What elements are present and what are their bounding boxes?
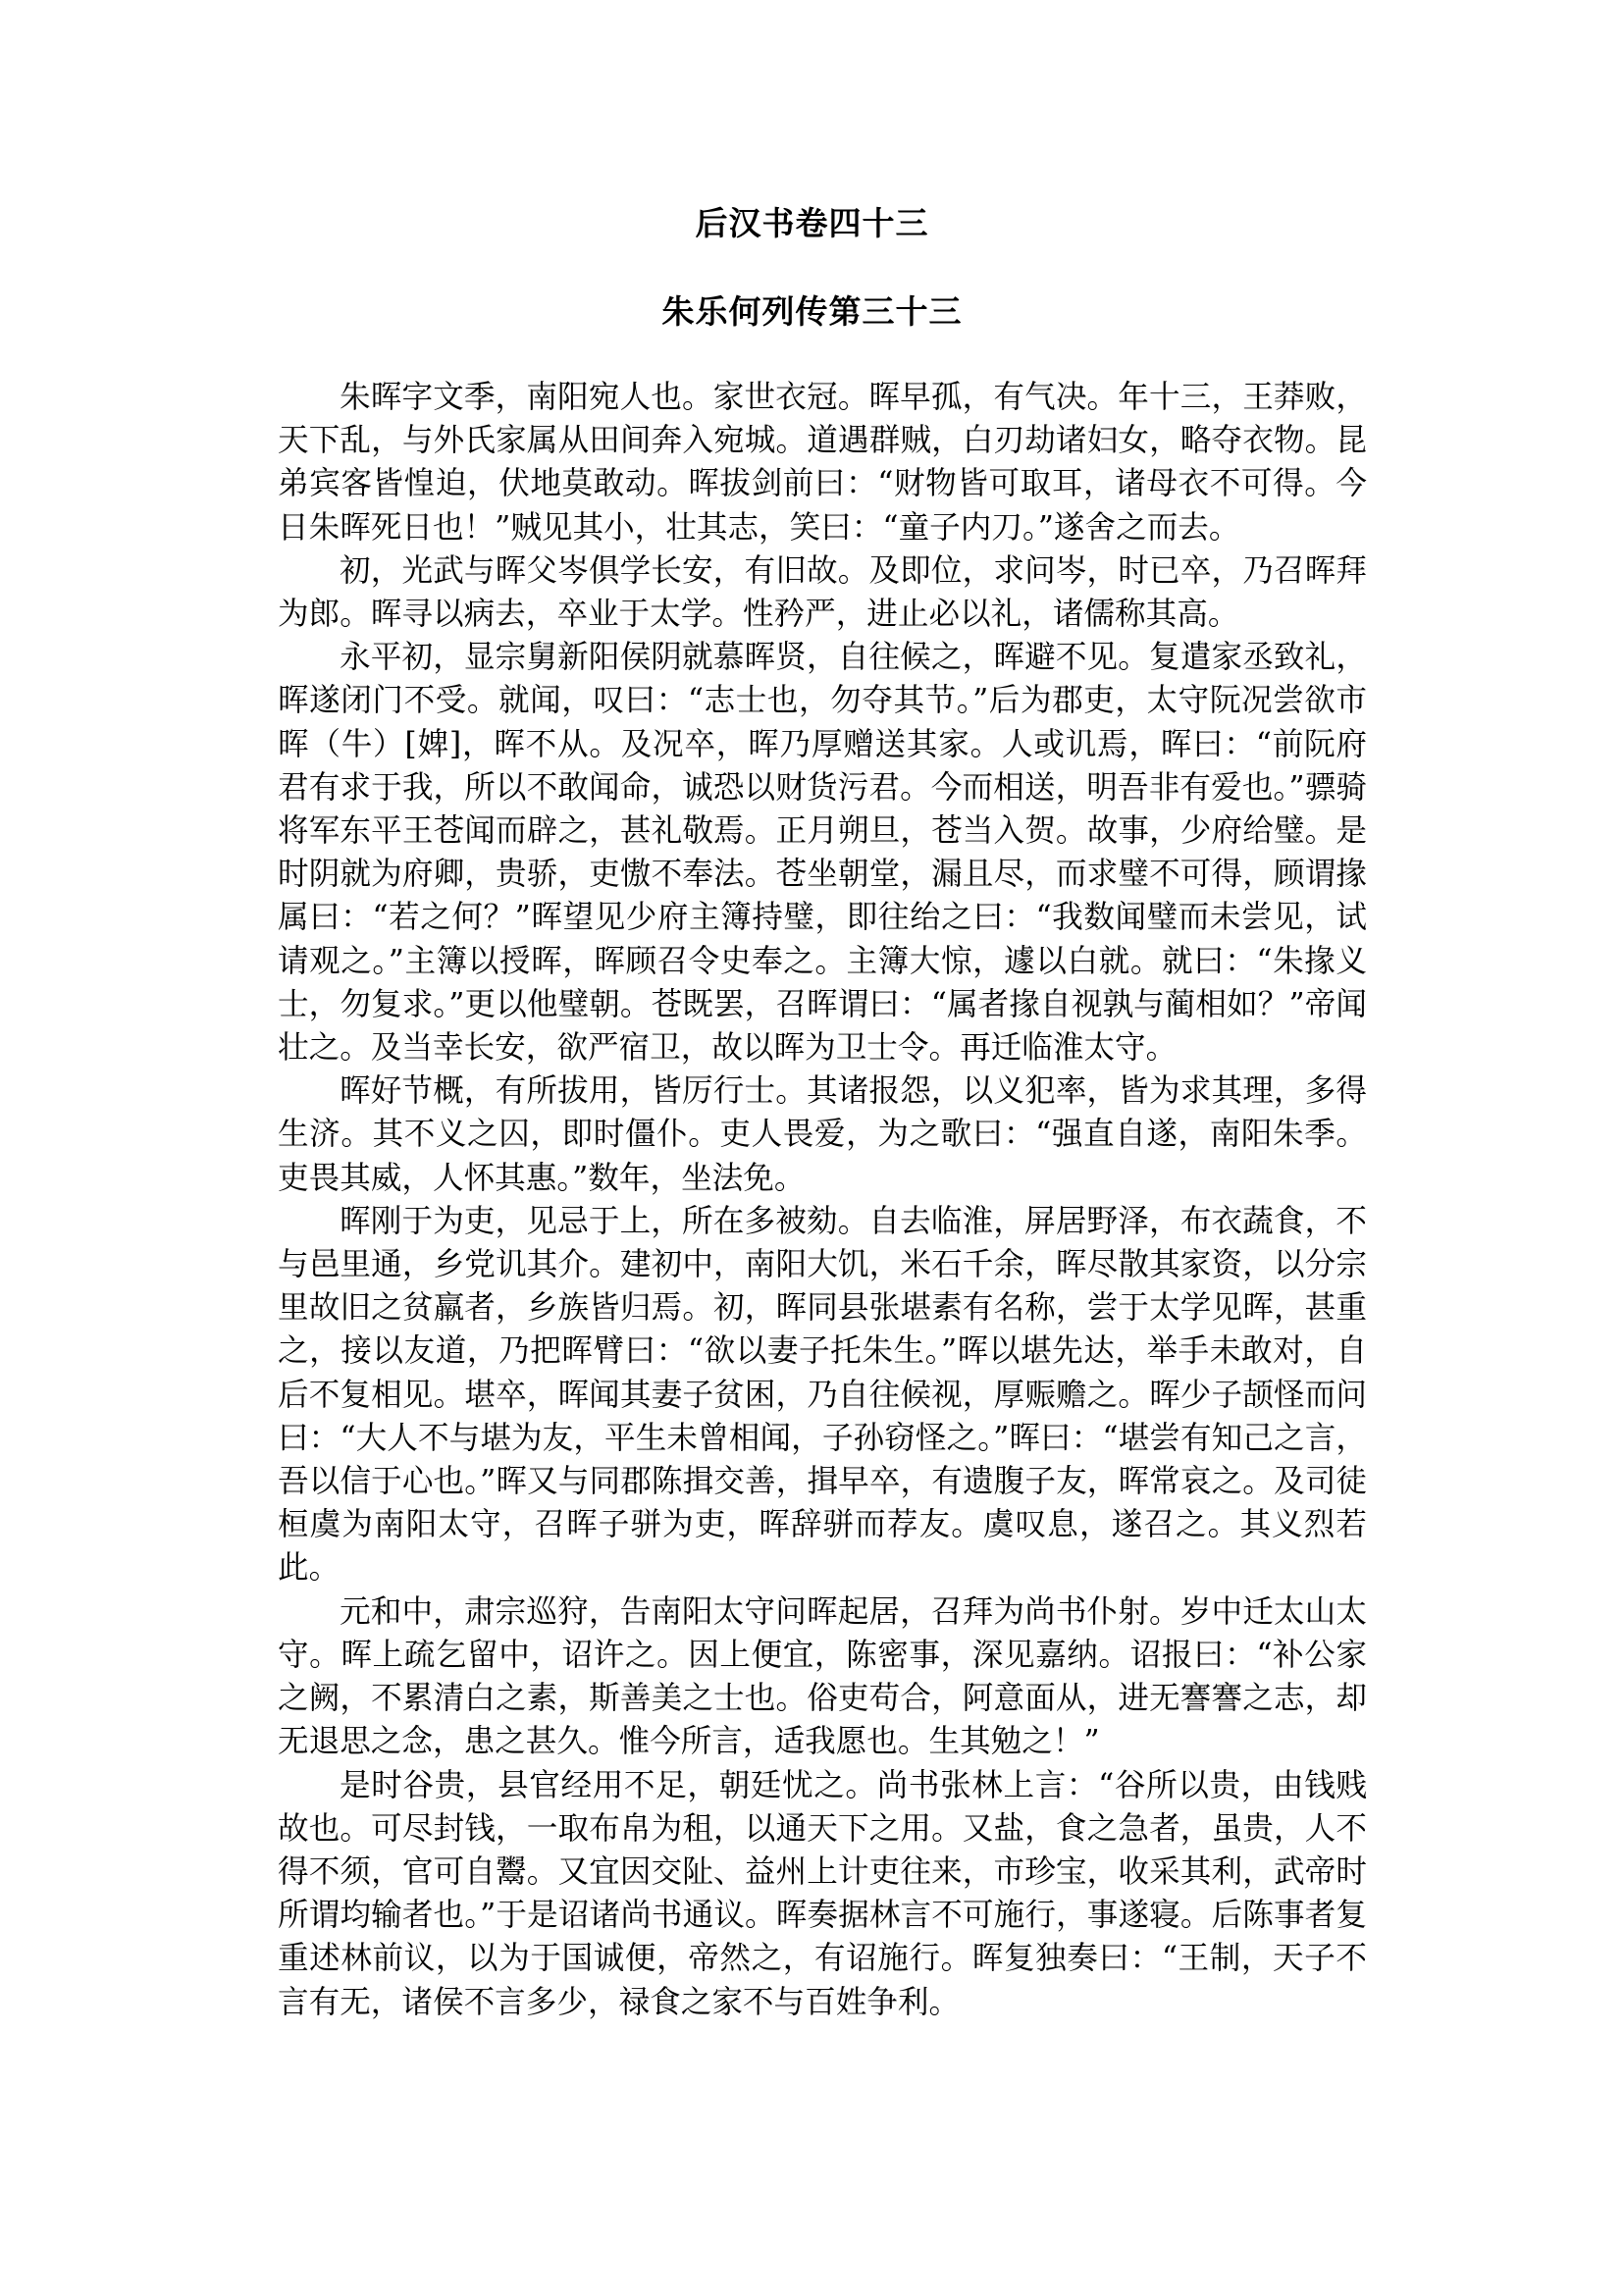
paragraph: 初，光武与晖父岑俱学长安，有旧故。及即位，求问岑，时已卒，乃召晖拜为郎。晖寻以病去，卒业于太学。性矜严，进止必以礼，诸儒称其高。 (278, 552, 1367, 633)
paragraph: 是时谷贵，县官经用不足，朝廷忧之。尚书张林上言：“谷所以贵，由钱贱故也。可尽封钱，一取布帛为租，以通天下之用。又盐，食之急者，虽贵，人不得不须，官可自鬻。又宜因交阯、益州上计吏往来，市珍宝，收采其利，武帝时所谓均输者也。”于是诏诸尚书通议。晖奏据林言不可施行，事遂寝。后陈事者复重述林前议，以为于国诚便，帝然之，有诏施行。晖复独奏曰：“王制，天子不言有无，诸侯不言多少，禄食之家不与百姓争利。 (278, 1767, 1367, 2020)
paragraph: 晖好节概，有所拔用，皆厉行士。其诸报怨，以义犯率，皆为求其理，多得生济。其不义之囚，即时僵仆。吏人畏爱，为之歌曰：“强直自遂，南阳朱季。吏畏其威，人怀其惠。”数年，坐法免。 (278, 1073, 1367, 1196)
paragraph: 永平初，显宗舅新阳侯阴就慕晖贤，自往候之，晖避不见。复遣家丞致礼，晖遂闭门不受。就闻，叹曰：“志士也，勿夺其节。”后为郡吏，太守阮况尝欲市晖（牛）[婢]，晖不从。及况卒，晖乃厚赠送其家。人或讥焉，晖曰：“前阮府君有求于我，所以不敢闻命，诚恐以财货污君。今而相送，明吾非有爱也。”骠骑将军东平王苍闻而辟之，甚礼敬焉。正月朔旦，苍当入贺。故事，少府给璧。是时阴就为府卿，贵骄，吏慠不奉法。苍坐朝堂，漏且尽，而求璧不可得，顾谓掾属曰：“若之何？”晖望见少府主簿持璧，即往绐之曰：“我数闻璧而未尝见，试请观之。”主簿以授晖，晖顾召令史奉之。主簿大惊，遽以白就。就曰：“朱掾义士，勿复求。”更以他璧朝。苍既罢，召晖谓曰：“属者掾自视孰与蔺相如？”帝闻壮之。及当幸长安，欲严宿卫，故以晖为卫士令。再迁临淮太守。 (278, 640, 1367, 1067)
chapter-title: 朱乐何列传第三十三 (661, 292, 963, 331)
book-title: 后汉书卷四十三 (695, 204, 929, 242)
paragraph: 朱晖字文季，南阳宛人也。家世衣冠。晖早孤，有气决。年十三，王莽败，天下乱，与外氏家属从田间奔入宛城。道遇群贼，白刃劫诸妇女，略夺衣物。昆弟宾客皆惶迫，伏地莫敢动。晖拔剑前曰：“财物皆可取耳，诸母衣不可得。今日朱晖死日也！”贼见其小，壮其志，笑曰：“童子内刀。”遂舍之而去。 (278, 380, 1367, 546)
paragraph: 晖刚于为吏，见忌于上，所在多被劾。自去临淮，屏居野泽，布衣蔬食，不与邑里通，乡党讥其介。建初中，南阳大饥，米石千余，晖尽散其家资，以分宗里故旧之贫羸者，乡族皆归焉。初，晖同县张堪素有名称，尝于太学见晖，甚重之，接以友道，乃把晖臂曰：“欲以妻子托朱生。”晖以堪先达，举手未敢对，自后不复相见。堪卒，晖闻其妻子贫困，乃自往候视，厚赈赡之。晖少子颉怪而问曰：“大人不与堪为友，平生未曾相闻，子孙窃怪之。”晖曰：“堪尝有知己之言，吾以信于心也。”晖又与同郡陈揖交善，揖早卒，有遗腹子友，晖常哀之。及司徒桓虞为南阳太守，召晖子骈为吏，晖辞骈而荐友。虞叹息，遂召之。其义烈若此。 (278, 1203, 1367, 1587)
paragraph: 元和中，肃宗巡狩，告南阳太守问晖起居，召拜为尚书仆射。岁中迁太山太守。晖上疏乞留中，诏许之。因上便宜，陈密事，深见嘉纳。诏报曰：“补公家之阙，不累清白之素，斯善美之士也。俗吏苟合，阿意面从，进无謇謇之志，却无退思之念，患之甚久。惟今所言，适我愿也。生其勉之！” (278, 1593, 1367, 1760)
body-text (278, 376, 1367, 2024)
